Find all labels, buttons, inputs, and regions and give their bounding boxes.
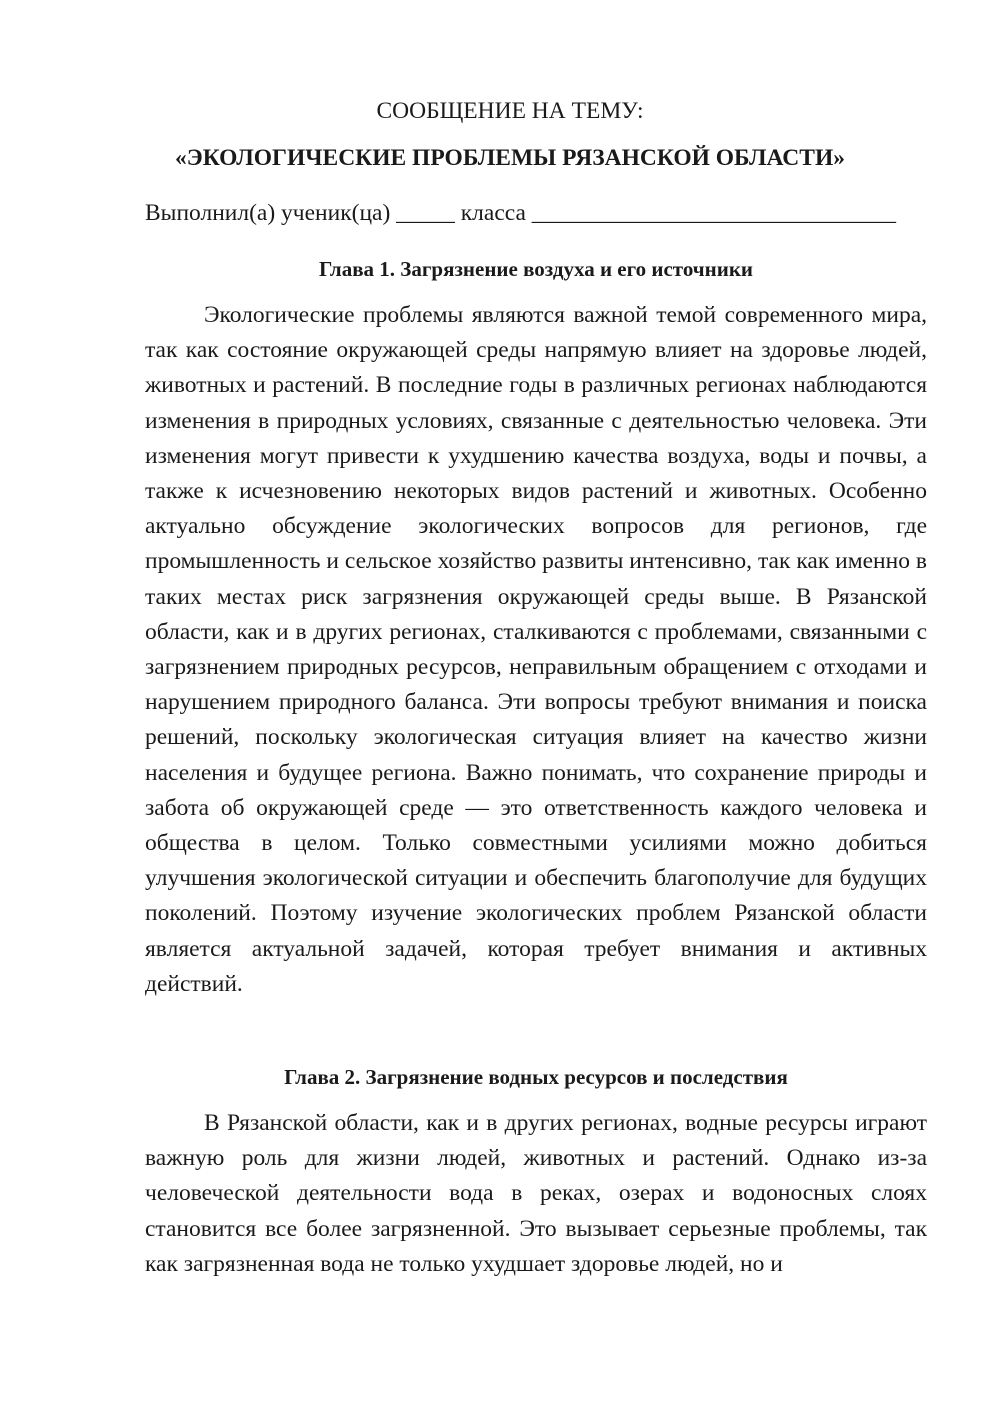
author-byline: Выполнил(а) ученик(ца) _____ класса _______________________________: [145, 200, 897, 226]
chapter-2-heading: Глава 2. Загрязнение водных ресурсов и последствия: [284, 1065, 788, 1089]
document-title-line-2: «ЭКОЛОГИЧЕСКИЕ ПРОБЛЕМЫ РЯЗАНСКОЙ ОБЛАСТИ»: [175, 145, 845, 171]
chapter-1-heading: Глава 1. Загрязнение воздуха и его источники: [318, 257, 754, 281]
document-title-line-1: СООБЩЕНИЕ НА ТЕМУ:: [376, 98, 644, 124]
chapter-1-paragraph: Экологические проблемы являются важной темой современного мира, так как состояние окружающей среды напрямую влияет на здоровье людей, животных и растений. В последние годы в различных регионах наблюдаются изменения в природных условиях, связанные с деятельностью человека. Эти изменения могут привести к ухудшению качества воздуха, воды и почвы, а также к исчезновению некоторых видов растений и животных. Особенно актуально обсуждение экологических вопросов для регионов, где промышленность и сельское хозяйство развиты интенсивно, так как именно в таких местах риск загрязнения окружающей среды выше. В Рязанской области, как и в других регионах, сталкиваются с проблемами, связанными с загрязнением природных ресурсов, неправильным обращением с отходами и нарушением природного баланса. Эти вопросы требуют внимания и поиска решений, поскольку экологическая ситуация влияет на качество жизни населения и будущее региона. Важно понимать, что сохранение природы и забота об окружающей среде — это ответственность каждого человека и общества в целом. Только совместными усилиями можно добиться улучшения экологической ситуации и обеспечить благополучие для будущих поколений. Поэтому изучение экологических проблем Рязанской области является актуальной задачей, которая требует внимания и активных действий.: [145, 302, 927, 997]
chapter-2-paragraph: В Рязанской области, как и в других регионах, водные ресурсы играют важную роль для жизни людей, животных и растений. Однако из-за человеческой деятельности вода в реках, озерах и водоносных слоях становится все более загрязненной. Это вызывает серьезные проблемы, так как загрязненная вода не только ухудшает здоровье людей, но и: [145, 1110, 927, 1277]
